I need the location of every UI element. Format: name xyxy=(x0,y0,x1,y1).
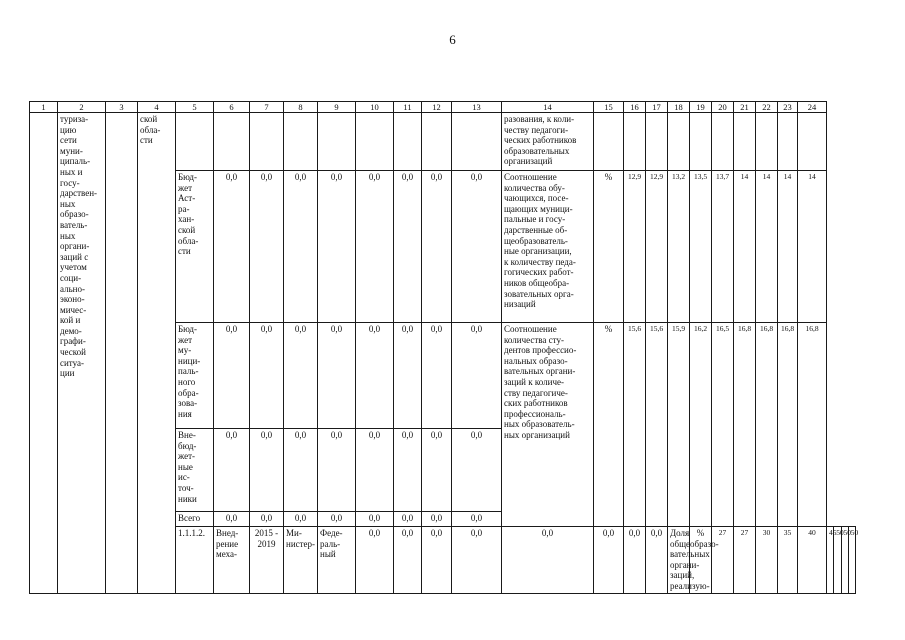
header-col-8: 8 xyxy=(284,102,318,113)
year-value-cell: 14 xyxy=(734,171,756,323)
funding-value-cell: 0,0 xyxy=(356,323,394,429)
header-col-24: 24 xyxy=(798,102,827,113)
funding-value-cell: 0,0 xyxy=(214,429,250,512)
funding-value-cell: 0,0 xyxy=(502,527,594,594)
header-col-11: 11 xyxy=(394,102,422,113)
unit-cell: % xyxy=(594,171,624,323)
empty-cell xyxy=(798,113,827,171)
header-col-4: 4 xyxy=(138,102,176,113)
funding-value-cell: 0,0 xyxy=(214,171,250,323)
year-value-cell: 27 xyxy=(712,527,734,594)
year-value-cell: 16,5 xyxy=(712,323,734,527)
empty-cell xyxy=(756,113,778,171)
header-col-18: 18 xyxy=(668,102,690,113)
header-col-6: 6 xyxy=(214,102,250,113)
empty-cell xyxy=(176,113,214,171)
indicator-cell: Соотношение количества сту- дентов профессио- нальных образо- вательных органи- заций к количе- ству педагогиче- ских работников профессиональ- ных образователь- ных организаций xyxy=(502,323,594,527)
funding-value-cell: 0,0 xyxy=(250,512,284,527)
year-value-cell: 12,9 xyxy=(646,171,668,323)
year-value-cell: 16,8 xyxy=(798,323,827,527)
funding-value-cell: 0,0 xyxy=(452,171,502,323)
funding-value-cell: 0,0 xyxy=(624,527,646,594)
empty-cell xyxy=(214,113,250,171)
funding-value-cell: 0,0 xyxy=(452,429,502,512)
funding-value-cell: 0,0 xyxy=(422,512,452,527)
header-col-19: 19 xyxy=(690,102,712,113)
funding-value-cell: 0,0 xyxy=(318,429,356,512)
header-col-13: 13 xyxy=(452,102,502,113)
period-cell xyxy=(106,113,138,594)
header-col-3: 3 xyxy=(106,102,138,113)
header-col-10: 10 xyxy=(356,102,394,113)
header-col-21: 21 xyxy=(734,102,756,113)
empty-cell xyxy=(778,113,798,171)
year-value-cell: 35 xyxy=(778,527,798,594)
funding-value-cell: 0,0 xyxy=(422,171,452,323)
year-value-cell: 15,6 xyxy=(646,323,668,527)
funding-value-cell: 0,0 xyxy=(356,171,394,323)
year-value-cell: 16,8 xyxy=(756,323,778,527)
funding-source-cell: Бюд- жет Аст- ра- хан- ской обла- сти xyxy=(176,171,214,323)
year-value-cell: 30 xyxy=(756,527,778,594)
year-value-cell: 15,9 xyxy=(668,323,690,527)
funding-value-cell: 0,0 xyxy=(284,512,318,527)
empty-cell xyxy=(284,113,318,171)
funding-value-cell: 0,0 xyxy=(284,429,318,512)
funding-value-cell: 0,0 xyxy=(284,171,318,323)
empty-cell xyxy=(712,113,734,171)
header-col-23: 23 xyxy=(778,102,798,113)
funding-value-cell: 0,0 xyxy=(422,527,452,594)
indicator-cell: разования, к коли- честву педагоги- ческих работников образовательных организаций xyxy=(502,113,594,171)
indicator-cell: Соотношение количества обу- чающихся, посе- щающих муници- пальные и госу- дарственные об- щеобразователь- ные организации, к количеству педа- гогических работ- ников общеобра- зовательных орга- низаций xyxy=(502,171,594,323)
header-col-16: 16 xyxy=(624,102,646,113)
year-value-cell: 14 xyxy=(798,171,827,323)
funding-value-cell: 0,0 xyxy=(214,323,250,429)
empty-cell xyxy=(624,113,646,171)
year-value-cell: 16,2 xyxy=(690,323,712,527)
funding-value-cell: 0,0 xyxy=(250,171,284,323)
funding-value-cell: 0,0 xyxy=(394,171,422,323)
funding-value-cell: 0,0 xyxy=(356,512,394,527)
funding-value-cell: 0,0 xyxy=(250,429,284,512)
empty-cell xyxy=(668,113,690,171)
funding-value-cell: 0,0 xyxy=(452,323,502,429)
executor-cell: ской обла- сти xyxy=(138,113,176,594)
funding-value-cell: 0,0 xyxy=(646,527,668,594)
year-value-cell: 50 xyxy=(848,527,855,594)
year-value-cell: 14 xyxy=(778,171,798,323)
year-value-cell: 16,8 xyxy=(778,323,798,527)
funding-value-cell: 0,0 xyxy=(318,323,356,429)
funding-value-cell: 0,0 xyxy=(394,323,422,429)
header-row xyxy=(30,102,856,113)
year-value-cell: 14 xyxy=(756,171,778,323)
header-col-22: 22 xyxy=(756,102,778,113)
year-value-cell: 40 xyxy=(798,527,827,594)
funding-value-cell: 0,0 xyxy=(318,512,356,527)
funding-value-cell: 0,0 xyxy=(214,512,250,527)
funding-value-cell: 0,0 xyxy=(250,323,284,429)
page-number: 6 xyxy=(449,32,456,47)
executor-cell: Ми- нистер- xyxy=(284,527,318,594)
funding-value-cell: 0,0 xyxy=(356,527,394,594)
indicator-cell: Доля общеобразо- вательных органи- заций, реализую- xyxy=(668,527,690,594)
header-col-12: 12 xyxy=(422,102,452,113)
row-number-cell xyxy=(30,113,58,594)
header-col-14: 14 xyxy=(502,102,594,113)
measure-name-cell: туриза- цию сети муни- ципаль- ных и госу- дарствен- ных образо- ватель- ных органи- заций с учетом соци- ально- эконо- мичес- кой и демо- графи- ческой ситуа- ции xyxy=(58,113,106,594)
year-value-cell: 27 xyxy=(734,527,756,594)
empty-cell xyxy=(422,113,452,171)
program-table xyxy=(29,101,859,594)
funding-value-cell: 0,0 xyxy=(394,512,422,527)
funding-value-cell: 0,0 xyxy=(318,171,356,323)
empty-cell xyxy=(250,113,284,171)
empty-cell xyxy=(690,113,712,171)
funding-value-cell: 0,0 xyxy=(594,527,624,594)
funding-value-cell: 0,0 xyxy=(394,527,422,594)
header-col-15: 15 xyxy=(594,102,624,113)
header-col-9: 9 xyxy=(318,102,356,113)
funding-source-cell: Вне- бюд- жет- ные ис- точ- ники xyxy=(176,429,214,512)
year-value-cell: 13,2 xyxy=(668,171,690,323)
empty-cell xyxy=(734,113,756,171)
funding-value-cell: 0,0 xyxy=(422,429,452,512)
header-col-2: 2 xyxy=(58,102,106,113)
header-col-7: 7 xyxy=(250,102,284,113)
funding-value-cell: 0,0 xyxy=(452,527,502,594)
year-value-cell: 50 xyxy=(834,527,841,594)
funding-value-cell: 0,0 xyxy=(394,429,422,512)
funding-value-cell: 0,0 xyxy=(452,512,502,527)
empty-cell xyxy=(594,113,624,171)
empty-cell xyxy=(318,113,356,171)
period-cell: 2015 - 2019 xyxy=(250,527,284,594)
header-col-20: 20 xyxy=(712,102,734,113)
measure-name-cell: Внед- рение меха- xyxy=(214,527,250,594)
year-value-cell: 45 xyxy=(827,527,834,594)
funding-source-cell: Бюд- жет му- ници- паль- ного обра- зова- ния xyxy=(176,323,214,429)
header-col-1: 1 xyxy=(30,102,58,113)
year-value-cell: 13,7 xyxy=(712,171,734,323)
table-row xyxy=(30,113,856,171)
funding-source-cell: Всего xyxy=(176,512,214,527)
header-col-17: 17 xyxy=(646,102,668,113)
empty-cell xyxy=(452,113,502,171)
year-value-cell: 16,8 xyxy=(734,323,756,527)
empty-cell xyxy=(356,113,394,171)
funding-value-cell: 0,0 xyxy=(356,429,394,512)
empty-cell xyxy=(646,113,668,171)
unit-cell: % xyxy=(690,527,712,594)
year-value-cell: 50 xyxy=(841,527,848,594)
header-col-5: 5 xyxy=(176,102,214,113)
year-value-cell: 15,6 xyxy=(624,323,646,527)
empty-cell xyxy=(394,113,422,171)
year-value-cell: 13,5 xyxy=(690,171,712,323)
row-number-cell: 1.1.1.2. xyxy=(176,527,214,594)
funding-source-cell: Феде- раль- ный xyxy=(318,527,356,594)
funding-value-cell: 0,0 xyxy=(284,323,318,429)
year-value-cell: 12,9 xyxy=(624,171,646,323)
unit-cell: % xyxy=(594,323,624,527)
funding-value-cell: 0,0 xyxy=(422,323,452,429)
